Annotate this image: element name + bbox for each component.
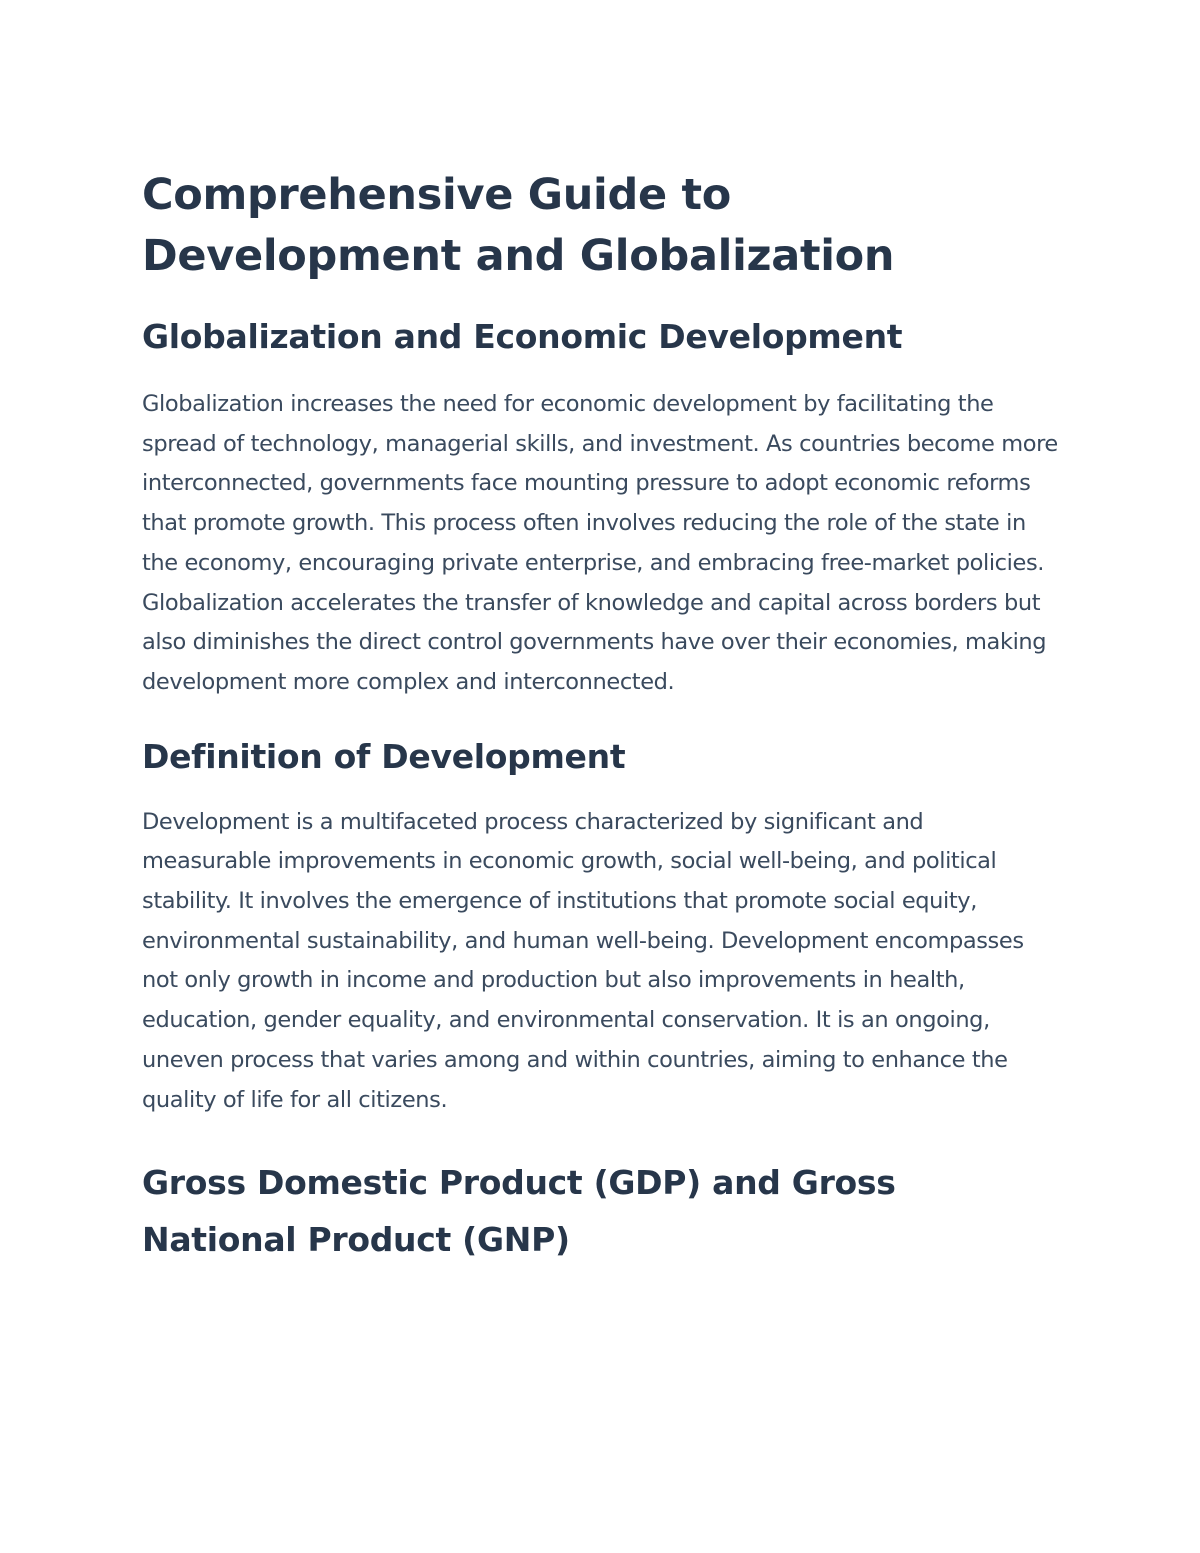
section-globalization-economic-development [142,315,1058,703]
document-page [142,165,1058,1268]
section-gdp-gnp [142,1154,1058,1268]
section-definition-of-development [142,735,1058,1121]
section-heading: Definition of Development [142,736,626,776]
section-paragraph: Globalization increases the need for economic development by facilitating the spread of technology, managerial skills, and investment. As countries become more interconnected, governments face mounting pressure to adopt economic reforms that promote growth. This process often involves reducing the role of the state in the economy, encouraging private enterprise, and embracing free-market policies. Globalization accelerates the transfer of knowledge and capital across borders but also diminishes the direct control governments have over their economies, making development more complex and interconnected. [142,391,1058,695]
section-paragraph: Development is a multifaceted process characterized by significant and measurable improvements in economic growth, social well-being, and political stability. It involves the emergence of institutions that promote social equity, environmental sustainability, and human well-being. Development encompasses not only growth in income and production but also improvements in health, education, gender equality, and environmental conservation. It is an ongoing, uneven process that varies among and within countries, aiming to enhance the quality of life for all citizens. [142,808,1024,1113]
section-heading: Gross Domestic Product (GDP) and Gross National Product (GNP) [142,1163,896,1260]
document-title: Comprehensive Guide to Development and Globalization [142,170,895,281]
section-heading: Globalization and Economic Development [142,317,903,356]
